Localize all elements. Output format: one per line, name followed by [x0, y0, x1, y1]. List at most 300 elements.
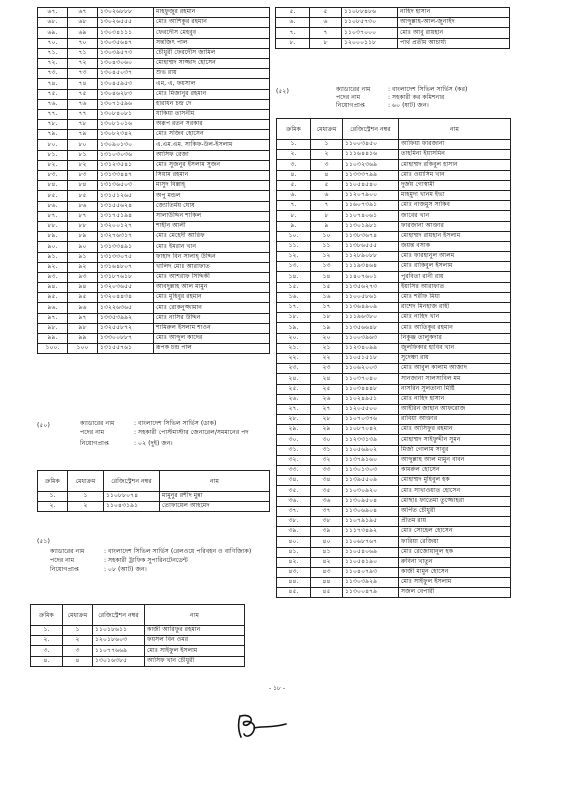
serial-cell: ৮১. [38, 150, 68, 160]
serial-cell: ৭২. [38, 58, 68, 68]
name-cell: আবদুল্লাহ আল মামুন [154, 283, 270, 293]
section-51-num: (৫১) [37, 538, 50, 545]
table-row [277, 272, 511, 282]
table-row [277, 313, 511, 323]
merit-cell: ৩৭ [311, 506, 343, 516]
table-row [277, 211, 511, 221]
name-cell: আব্দুল্লাহ আল মামুন বাবন [399, 455, 511, 465]
registration-cell: ১৩০২৬৮৮৮ [98, 8, 154, 18]
serial-cell: ২৩. [277, 364, 311, 374]
serial-cell: ২. [38, 502, 68, 512]
table-row [38, 283, 270, 293]
name-cell: জুলফিকার হাবিব খান [399, 343, 511, 353]
merit-cell: ৭৬ [68, 99, 98, 109]
table-row [38, 201, 270, 211]
table-row [38, 242, 270, 252]
registration-cell: ১৩০৪৬২৮৩ [98, 89, 154, 99]
registration-cell: ১১৩৭৯১৬০ [343, 455, 399, 465]
serial-cell: ৮২. [38, 160, 68, 170]
column-header: রেজিস্ট্রেশন নম্বর [343, 119, 399, 140]
merit-cell: ৭৩ [68, 69, 98, 79]
name-cell: শুভ রায় [154, 69, 270, 79]
serial-cell: ৯৪. [38, 283, 68, 293]
table-row [38, 191, 270, 201]
registration-cell: ১১০৪০৭৯৩ [343, 567, 399, 577]
merit-cell: ১৮ [311, 313, 343, 323]
table-row [276, 8, 510, 18]
serial-cell: ১৮. [277, 313, 311, 323]
name-cell: নাসরিন সুলতানা মিষ্টি [399, 384, 511, 394]
count-label: নিয়োগপ্রাপ্ত [50, 566, 79, 573]
serial-cell: ১২. [277, 252, 311, 262]
serial-cell: ৩৪. [277, 476, 311, 486]
registration-cell: ১১২৩৪০৯৯ [343, 343, 399, 353]
serial-cell: ১৭. [277, 303, 311, 313]
merit-cell: ২৫ [311, 384, 343, 394]
serial-cell: ৮৯. [38, 232, 68, 242]
registration-cell: ১১০৮৮০৭৪ [104, 492, 160, 502]
name-cell: মোঃ আশিকুর রহমান [154, 18, 270, 28]
merit-cell: ৭ [310, 28, 342, 38]
table-row [277, 588, 511, 598]
registration-cell: ১৩১৭৫১৯৪ [98, 211, 154, 221]
serial-cell: ১৪. [277, 272, 311, 282]
registration-cell: ১৩২৭৬৩১৭ [98, 232, 154, 242]
merit-cell: ৬ [311, 190, 343, 200]
table-row [38, 160, 270, 170]
serial-cell: ২৯. [277, 425, 311, 435]
serial-cell: ১৯. [277, 323, 311, 333]
registration-cell: ১৩১৩৩৪৪৭ [98, 171, 154, 181]
serial-cell: ২৮. [277, 415, 311, 425]
count-value: : ০২ (দুই) জন। [134, 440, 173, 447]
post-label: পদের নাম [80, 429, 105, 436]
registration-cell: ১৩১৫৫৭৬১ [98, 344, 154, 354]
serial-cell: ৪৪. [277, 578, 311, 588]
serial-cell: ৯৭. [38, 313, 68, 323]
name-cell: প্রীতম রায় [399, 516, 511, 526]
column-header: মেধাক্রম [63, 605, 93, 626]
post-value: : সহকারী ট্রাফিক সুপারিনটেনডেন্ট [104, 557, 188, 564]
registration-cell: ১৩০৩৪১১১ [98, 28, 154, 38]
registration-cell: ১৩০৮১০১৬ [98, 120, 154, 130]
merit-cell: ২৮ [311, 415, 343, 425]
table-row [277, 160, 511, 170]
table-row [277, 201, 511, 211]
merit-cell: ২ [63, 636, 93, 646]
table-row [277, 404, 511, 414]
name-cell: মাহমুদা খানম ইভা [399, 190, 511, 200]
merit-cell: ৩৯ [311, 527, 343, 537]
registration-cell: ১১৩০১৩০৩ [343, 466, 399, 476]
name-cell: রুবিনা খাতুন [399, 557, 511, 567]
serial-cell: ৭. [277, 201, 311, 211]
merit-cell: ৯১ [68, 252, 98, 262]
name-cell: মোঃ ইমরান খান [154, 242, 270, 252]
table-row [277, 384, 511, 394]
post-label: পদের নাম [336, 94, 361, 101]
serial-cell: ৩৭. [277, 506, 311, 516]
section-50-meta [80, 420, 270, 448]
serial-cell: ২১. [277, 343, 311, 353]
serial-cell: ৯৮. [38, 323, 68, 333]
registration-cell: ১১২০৫৫০০ [343, 404, 399, 414]
registration-cell: ১৩২০৪৪৩৪ [98, 293, 154, 303]
table-row [277, 394, 511, 404]
name-cell: মাসুদ বিল্লাহ্ [154, 181, 270, 191]
merit-cell: ৮৪ [68, 181, 98, 191]
name-cell: মোঃ সোহেল হোসেন [399, 527, 511, 537]
serial-cell: ৭৫. [38, 89, 68, 99]
table-row [38, 272, 270, 282]
serial-cell: ৯৬. [38, 303, 68, 313]
registration-cell: ১১০৪৩১৯১ [104, 502, 160, 512]
merit-cell: ৬৮ [68, 18, 98, 28]
registration-cell: ১১৬০৭৩৯১ [343, 201, 399, 211]
registration-cell: ১১৩৬৪৯০৯ [343, 303, 399, 313]
registration-cell: ১১০৫৪০৬৯ [343, 547, 399, 557]
table-row [277, 180, 511, 190]
name-cell: সিয়াম রহমান [154, 171, 270, 181]
merit-cell: ২০ [311, 333, 343, 343]
registration-cell: ১১১৯৬৩৮০ [343, 313, 399, 323]
serial-cell: ৯৯. [38, 334, 68, 344]
merit-cell: ৬ [310, 18, 342, 28]
name-cell: মোঃ সাইফুল ইসলাম [145, 646, 245, 656]
name-cell: মোঃ আবু রায়হান [398, 28, 510, 38]
serial-cell: ৫. [276, 8, 310, 18]
serial-cell: ৪০. [277, 537, 311, 547]
name-cell: তোফায়েল আহমেদ [160, 502, 270, 512]
merit-cell: ৪০ [311, 537, 343, 547]
table-row [277, 537, 511, 547]
column-header: নাম [145, 605, 245, 626]
serial-cell: ৮৪. [38, 181, 68, 191]
merit-cell: ৯৬ [68, 303, 98, 313]
name-cell: হারাধন চন্দ্র দে [154, 99, 270, 109]
merit-cell: ৯৫ [68, 293, 98, 303]
table-row [38, 8, 270, 18]
serial-cell: ২. [31, 636, 63, 646]
merit-cell: ৩ [311, 160, 343, 170]
name-cell: মোঃ নাসির উদ্দিন [154, 313, 270, 323]
page-number: - ১৮ - [269, 685, 285, 692]
registration-cell: ১১৩০৯৫০৪ [343, 496, 399, 506]
serial-cell: ২৭. [277, 404, 311, 414]
merit-cell: ২৯ [311, 425, 343, 435]
name-cell: মোছাঃ ফাতেমা তুজ্জোহরা [399, 496, 511, 506]
registration-cell: ১৩০৪৫৯৫৩ [98, 79, 154, 89]
post-label: পদের নাম [50, 557, 75, 564]
name-cell: মোহাম্মদ রকিবুল হাসান [399, 160, 511, 170]
merit-cell: ৮ [310, 38, 342, 48]
registration-cell: ১৩৩০০৮৮৭ [98, 334, 154, 344]
merit-cell: ১৩ [311, 262, 343, 272]
merit-cell: ৭৫ [68, 89, 98, 99]
merit-cell: ৬৭ [68, 8, 98, 18]
table-header-row [277, 119, 511, 140]
merit-cell: ৯২ [68, 262, 98, 272]
column-header: রেজিস্ট্রেশন নম্বর [93, 605, 145, 626]
name-cell: মোঃ রাকিবুল ইসলাম [399, 262, 511, 272]
cadre-value: : বাংলাদেশ সিভিল সার্ভিস (ডাক) [134, 420, 217, 427]
serial-cell: ২২. [277, 353, 311, 363]
name-cell: মোঃ শরীফ মিয়া [399, 292, 511, 302]
merit-cell: ৮৮ [68, 221, 98, 231]
serial-cell: ৯৩. [38, 272, 68, 282]
serial-cell: ১৩. [277, 262, 311, 272]
name-cell: সুদেষ্ণা রায় [399, 353, 511, 363]
table-row [277, 506, 511, 516]
table-row [277, 140, 511, 150]
registration-cell: ১৩২০০১২৭ [98, 221, 154, 231]
merit-cell: ৮ [311, 211, 343, 221]
serial-cell: ৯৫. [38, 293, 68, 303]
table-row [38, 28, 270, 38]
serial-cell: ২৫. [277, 384, 311, 394]
registration-cell: ১৩০৮৪০৮১ [98, 109, 154, 119]
serial-cell: ২৬. [277, 394, 311, 404]
name-cell: মোহাম্মদ সাইফুদ্দীন সুমন [399, 435, 511, 445]
registration-cell: ১৩১৫৫৬২৪ [98, 201, 154, 211]
cadre-label: ক্যাডারের নাম [50, 548, 85, 555]
registration-cell: ১৩০৮২৩৪২ [98, 130, 154, 140]
table-row [277, 364, 511, 374]
registration-cell: ১১৩৩৩৭৯৯ [343, 170, 399, 180]
merit-cell: ২৪ [311, 374, 343, 384]
name-cell: জয়ন্ত বসাক [399, 241, 511, 251]
merit-cell: ৯০ [68, 242, 98, 252]
name-cell: মোঃ ফারহানুল আলম [399, 252, 511, 262]
serial-cell: ৯২. [38, 262, 68, 272]
merit-cell: ২৬ [311, 394, 343, 404]
merit-cell: ৮০ [68, 140, 98, 150]
serial-cell: ৭৯. [38, 130, 68, 140]
table-row [277, 516, 511, 526]
name-cell: চৌধুরী ফেরদৌস জামিল [154, 48, 270, 58]
table-row [277, 262, 511, 272]
table-row [277, 190, 511, 200]
table-row [277, 303, 511, 313]
serial-cell: ৩৮. [277, 516, 311, 526]
registration-cell: ১৩১৩৬৫০৩ [98, 181, 154, 191]
merit-cell: ৬৯ [68, 28, 98, 38]
table-row [276, 28, 510, 38]
table-row [277, 435, 511, 445]
table-row [31, 636, 245, 646]
merit-cell: ৩ [63, 646, 93, 656]
merit-cell: ২ [68, 502, 104, 512]
name-cell: কাজী মামুন হোসেন [399, 567, 511, 577]
serial-cell: ১. [38, 492, 68, 502]
registration-cell: ১১০৫৪৫৪০ [343, 180, 399, 190]
merit-cell: ৯৭ [68, 313, 98, 323]
registration-cell: ১১৩০০৪৭৯ [343, 588, 399, 598]
registration-cell: ১১০৫৬৯০২ [343, 445, 399, 455]
name-cell: সজল বেপারী [399, 588, 511, 598]
name-cell: পুরবিতা রানী রায় [399, 272, 511, 282]
table-header-row [31, 605, 245, 626]
merit-cell: ১১ [311, 241, 343, 251]
table-row [38, 120, 270, 130]
serial-cell: ৮. [276, 38, 310, 48]
serial-cell: ১৬. [277, 292, 311, 302]
table-row [277, 496, 511, 506]
registration-cell: ১১০৮৫৭৩০ [342, 18, 398, 28]
registration-cell: ১১০৬৮৭৬৭ [343, 537, 399, 547]
serial-cell: ৮৮. [38, 221, 68, 231]
name-cell: মোঃ সাখাওয়াত হোসেন [399, 486, 511, 496]
table-row [277, 323, 511, 333]
table-row [38, 502, 270, 512]
table-row [277, 547, 511, 557]
handwritten-signature [232, 712, 290, 742]
serial-cell: ৯. [277, 221, 311, 231]
cadre-value: : বাংলাদেশ সিভিল সার্ভিস (রেলওয়ে পরিবহন ও বাণিজ্যিক) [104, 548, 252, 555]
table-row [38, 334, 270, 344]
name-cell: এম, এ, ফয়সাল [154, 79, 270, 89]
serial-cell: ৮৭. [38, 211, 68, 221]
merit-cell: ৮৯ [68, 232, 98, 242]
registration-cell: ১১৩৯৫৫০৯ [343, 476, 399, 486]
merit-cell: ৪১ [311, 547, 343, 557]
registration-cell: ১৩০৯০১৩০ [98, 140, 154, 150]
table-row [38, 79, 270, 89]
table-row [277, 527, 511, 537]
section-51-meta [50, 548, 270, 574]
name-cell: মাহফুজুর রহমান [154, 8, 270, 18]
merit-cell: ৮৬ [68, 201, 98, 211]
merit-cell: ১৫ [311, 282, 343, 292]
name-cell: কামরুল হোসেন [399, 466, 511, 476]
merit-cell: ৮১ [68, 150, 98, 160]
merit-cell: ২৭ [311, 404, 343, 414]
table-row [38, 313, 270, 323]
registration-cell: ১১০৭০৩৭৬ [343, 415, 399, 425]
registration-cell: ১১৩৫৬২৭৩ [343, 282, 399, 292]
table-row [277, 241, 511, 251]
registration-cell: ১৩১৩৩০৭৫ [98, 252, 154, 262]
merit-cell: ৪৩ [311, 567, 343, 577]
serial-cell: ১. [277, 140, 311, 150]
serial-cell: ১. [31, 626, 63, 636]
name-cell: রূপক চন্দ্র পাল [154, 344, 270, 354]
serial-cell: ৮৩. [38, 171, 68, 181]
name-cell: ফারজানা আক্তার [399, 221, 511, 231]
table-row [277, 415, 511, 425]
registration-cell: ১১৩৮৩৬৭৪ [343, 231, 399, 241]
serial-cell: ৭৮. [38, 120, 68, 130]
serial-cell: ১০০. [38, 344, 68, 354]
name-cell: রাশেদ মিনহাজ রাহী [399, 303, 511, 313]
table-row [38, 492, 270, 502]
merit-cell: ৯ [311, 221, 343, 231]
registration-cell: ১১০০৩৪৫০ [343, 140, 399, 150]
name-cell: ফারিয়া রেজিয়া [399, 537, 511, 547]
registration-cell: ১৩০২৬৫৫৫ [98, 18, 154, 28]
merit-cell: ২ [311, 150, 343, 160]
table-row [277, 292, 511, 302]
registration-cell: ১১২০৭৯০০ [343, 190, 399, 200]
registration-cell: ১১৩৫৬৬৪৮ [343, 323, 399, 333]
name-cell: মোঃ সুজনুর ইসলাম সুজন [154, 160, 270, 170]
column-header: মেধাক্রম [68, 471, 104, 492]
table-row [38, 69, 270, 79]
merit-cell: ৪২ [311, 557, 343, 567]
registration-cell: ১৩৩৫৩৯৯২ [98, 313, 154, 323]
registration-cell: ১৩০৪৫০৩৭ [98, 69, 154, 79]
serial-cell: ৬৮. [38, 18, 68, 28]
name-cell: মোঃ আসিফুর রহমান [399, 425, 511, 435]
name-cell: মোঃ রেজোয়ানুল হক [399, 547, 511, 557]
cadre-label: ক্যাডারের নাম [336, 86, 371, 93]
name-cell: মোঃ রোকনুজ্জামান [154, 303, 270, 313]
cadre-value: : বাংলাদেশ সিভিল সার্ভিস (কর) [388, 86, 468, 93]
count-label: নিয়োগপ্রাপ্ত [336, 102, 365, 109]
name-cell: তাহমিনা ইয়াসমিন [399, 150, 511, 160]
name-cell: জাবের খান [399, 211, 511, 221]
name-cell: মোঃ সজিব হোসেন [154, 130, 270, 140]
serial-cell: ৭৩. [38, 69, 68, 79]
table-row [38, 58, 270, 68]
table-row [277, 150, 511, 160]
name-cell: পার্থ প্রতীম আচার্য্য [398, 38, 510, 48]
table-row [277, 476, 511, 486]
section-50-num: (৫০) [37, 422, 50, 429]
registration-cell: ১১১৯৩৪৬৪ [343, 262, 399, 272]
table-row [277, 557, 511, 567]
serial-cell: ৭. [276, 28, 310, 38]
merit-cell: ৭২ [68, 58, 98, 68]
registration-cell: ১৩০১৬৩৮৫ [93, 656, 145, 666]
merit-cell: ৭৮ [68, 120, 98, 130]
merit-cell: ২২ [311, 353, 343, 363]
merit-cell: ৪ [311, 170, 343, 180]
cadre-label: ক্যাডারের নাম [80, 420, 115, 427]
serial-cell: ৩৩. [277, 466, 311, 476]
column-header: মেধাক্রম [311, 119, 343, 140]
registration-cell: ১২০১৮৬০৩ [93, 636, 145, 646]
table-row [31, 626, 245, 636]
name-cell: অর্পিত চৌধুরী [399, 506, 511, 516]
serial-cell: ৭৬. [38, 99, 68, 109]
name-cell: মোঃ আশরাফ সিদ্দিকী [154, 272, 270, 282]
serial-cell: ৬৯. [38, 28, 68, 38]
registration-cell: ১১০৫৪১৯০ [343, 557, 399, 567]
registration-cell: ১৩১৩৩৪৯১ [98, 242, 154, 252]
table-row [38, 232, 270, 242]
registration-cell: ১১০৬২০০৩ [343, 364, 399, 374]
serial-cell: ৭১. [38, 48, 68, 58]
table-row [277, 353, 511, 363]
registration-cell: ১৩০৭১৫৯৬ [98, 99, 154, 109]
name-cell: মোহাম্মদ মুহিবুল হক [399, 476, 511, 486]
registration-cell: ১১২৩৩১৩৯ [343, 435, 399, 445]
merit-cell: ৩৫ [311, 486, 343, 496]
table-row [38, 293, 270, 303]
serial-cell: ৪৫. [277, 588, 311, 598]
registration-cell: ১১০২৪৯৫১ [343, 394, 399, 404]
merit-cell: ১০০ [68, 344, 98, 354]
merit-cell: ১২ [311, 252, 343, 262]
merit-cell: ৮৫ [68, 191, 98, 201]
serial-cell: ২৪. [277, 374, 311, 384]
merit-cell: ১৬ [311, 292, 343, 302]
name-cell: অপু মন্ডল [154, 191, 270, 201]
registration-cell: ১১০৩০৯২০ [343, 486, 399, 496]
section-52-num: (৫২) [276, 88, 289, 95]
serial-cell: ১৫. [277, 282, 311, 292]
